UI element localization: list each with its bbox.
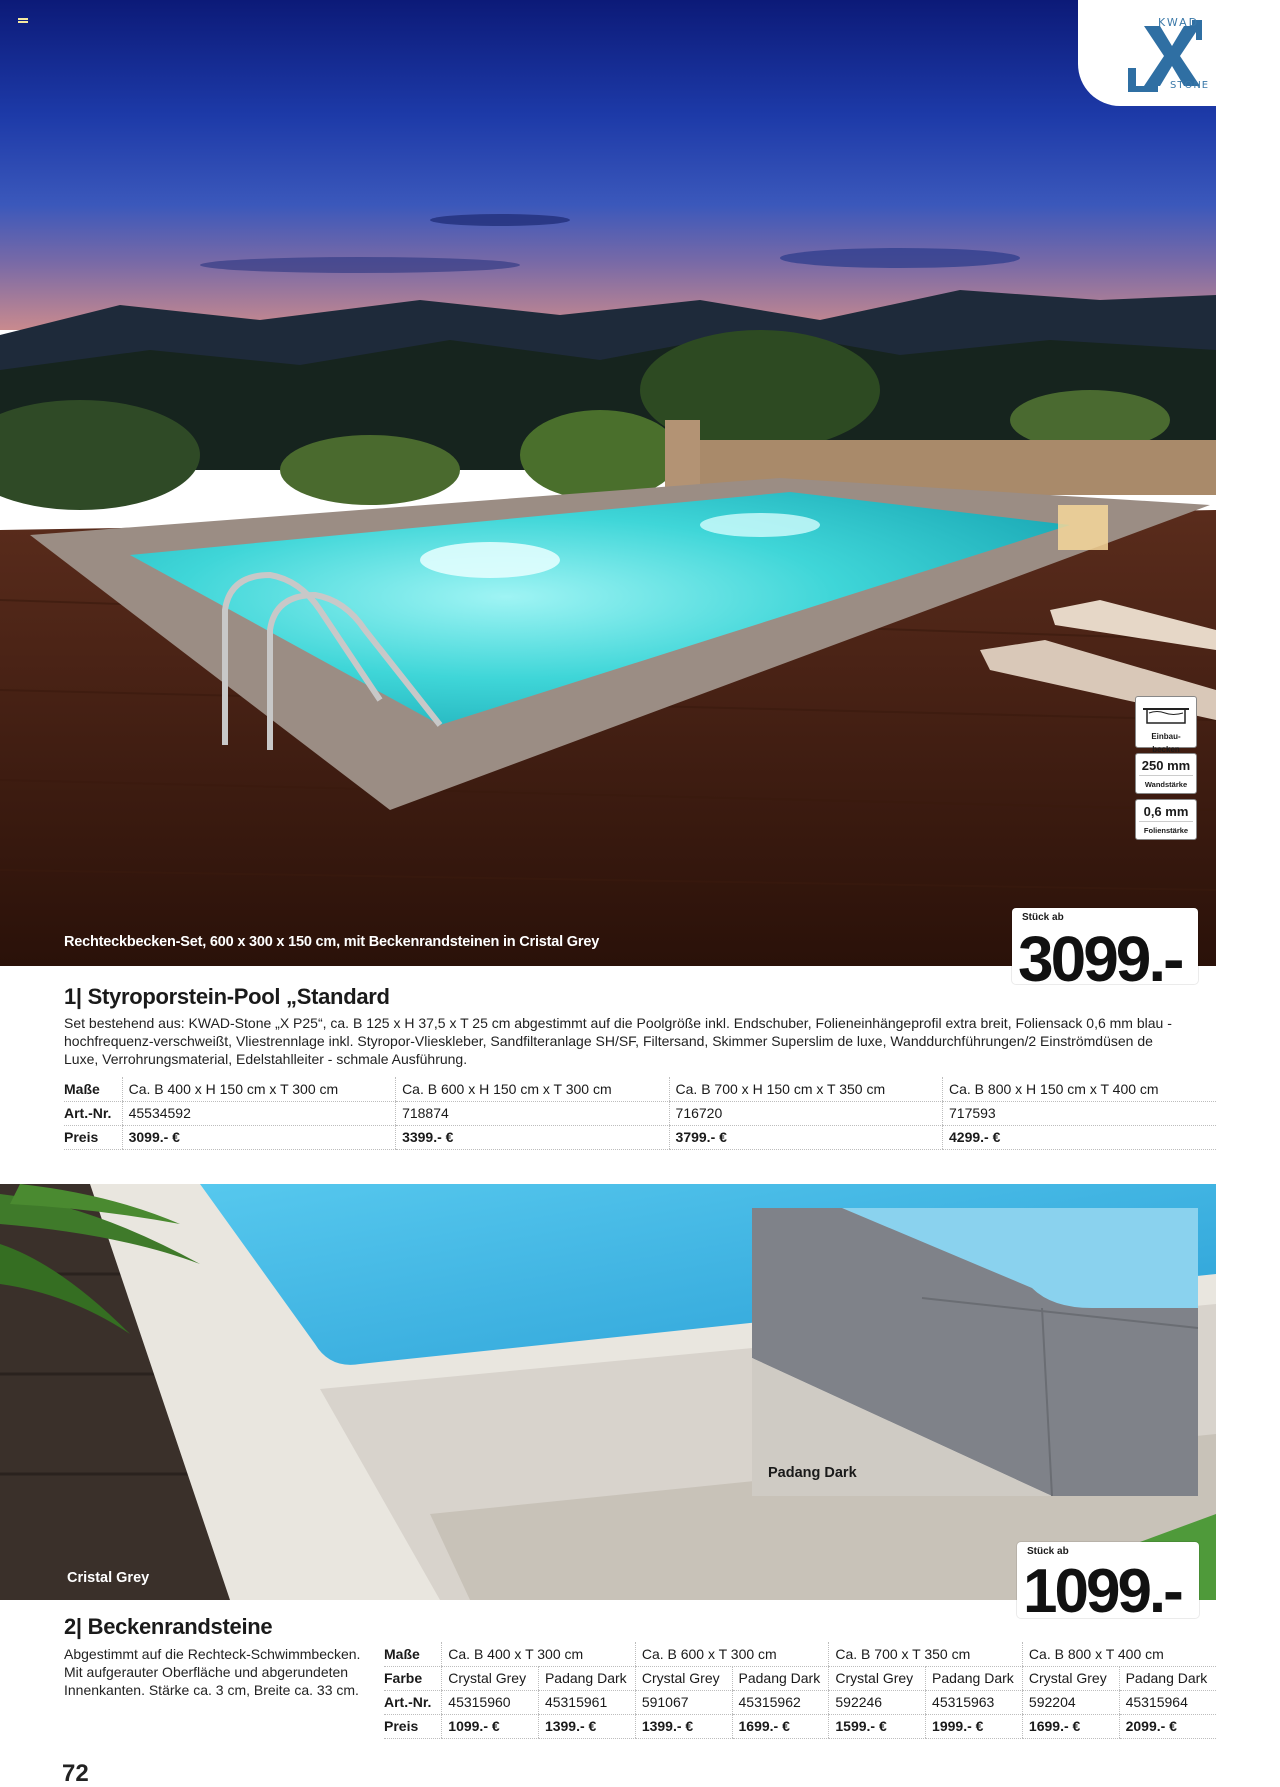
table-cell: Ca. B 400 x H 150 cm x T 300 cm: [122, 1077, 395, 1101]
pool-type-label-1: Einbau-: [1151, 732, 1181, 741]
table-row: [384, 1714, 1216, 1738]
table-cell: 3399.- €: [396, 1125, 669, 1149]
logo-text-bottom: STONE: [1170, 80, 1210, 91]
table-cell: Crystal Grey: [829, 1666, 926, 1690]
pool-type-badge: [1135, 696, 1197, 754]
table-cell: 1599.- €: [829, 1714, 926, 1738]
price-badge-coping: [1017, 1542, 1199, 1626]
table-cell: 592204: [1022, 1690, 1119, 1714]
spec-badges: [1135, 696, 1197, 845]
table-cell: 45315961: [538, 1690, 635, 1714]
hero-caption: Rechteckbecken-Set, 600 x 300 x 150 cm, mit Beckenrandsteinen in Cristal Grey: [64, 934, 600, 950]
table-row: [64, 1125, 1216, 1149]
table-cell: Ca. B 600 x H 150 cm x T 300 cm: [396, 1077, 669, 1101]
table-cell: Ca. B 400 x T 300 cm: [442, 1642, 636, 1666]
section1-title: 1| Styroporstein-Pool „Standard: [64, 984, 390, 1009]
table-cell: Padang Dark: [538, 1666, 635, 1690]
table-cell: 717593: [943, 1101, 1217, 1125]
section2-description: Abgestimmt auf die Rechteck-Schwimmbecken. Mit aufgerauter Oberfläche und abgerundeten Innenkanten. Stärke ca. 3 cm, Breite ca. 33 cm.: [64, 1646, 361, 1698]
wall-thickness-badge: [1135, 753, 1197, 794]
table-cell: Ca. B 700 x T 350 cm: [829, 1642, 1023, 1666]
table-cell: 1699.- €: [732, 1714, 829, 1738]
table-cell: Padang Dark: [732, 1666, 829, 1690]
row-label: Art.-Nr.: [64, 1101, 122, 1125]
table-cell: 45315963: [926, 1690, 1023, 1714]
foil-thickness-value: 0,6 mm: [1143, 804, 1189, 819]
section1-description: Set bestehend aus: KWAD-Stone „X P25“, ca. B 125 x H 37,5 x T 25 cm abgestimmt auf die Poolgröße inkl. Endschuber, Folieneinhängeprofil extra breit, Foliensack 0,6 mm blau - hochfrequenz-verschweißt, Vliestrennlage inkl. Styropor-Vlieskleber, Sandfilteranlage SH/SF, Filtersand, Skimmer Superslim de luxe, Wanddurchführungen/2 Einströmdüsen de Luxe, Verrohrungsmaterial, Edelstahlleiter - schmale Ausführung.: [64, 1015, 1172, 1067]
page-number: 72: [62, 1760, 89, 1787]
table-cell: 1999.- €: [926, 1714, 1023, 1738]
table-cell: 3099.- €: [122, 1125, 395, 1149]
coping-spec-table: [384, 1642, 1216, 1739]
table-cell: Ca. B 700 x H 150 cm x T 350 cm: [669, 1077, 942, 1101]
table-cell: Crystal Grey: [1022, 1666, 1119, 1690]
table-cell: Ca. B 800 x T 400 cm: [1022, 1642, 1216, 1666]
row-label: Maße: [384, 1642, 442, 1666]
table-cell: 45315962: [732, 1690, 829, 1714]
cristal-grey-caption: Cristal Grey: [67, 1570, 150, 1586]
logo-text-top: KWAD: [1158, 16, 1200, 29]
price-badge-pool: [1012, 908, 1198, 995]
table-cell: 45534592: [122, 1101, 395, 1125]
table-cell: Ca. B 800 x H 150 cm x T 400 cm: [943, 1077, 1217, 1101]
padang-dark-inset-photo: [752, 1208, 1198, 1496]
price-value: 1099.-: [1023, 1557, 1181, 1626]
kwad-stone-logo: [1078, 0, 1216, 106]
table-cell: 591067: [635, 1690, 732, 1714]
table-cell: Ca. B 600 x T 300 cm: [635, 1642, 829, 1666]
coping-stones-photo: [0, 1184, 1216, 1600]
wall-thickness-label: Wandstärke: [1139, 775, 1193, 793]
table-cell: 45315960: [442, 1690, 539, 1714]
flag-icon: [18, 18, 28, 26]
pool-spec-table: [64, 1077, 1216, 1150]
table-cell: 1699.- €: [1022, 1714, 1119, 1738]
table-cell: Crystal Grey: [442, 1666, 539, 1690]
table-row: [384, 1666, 1216, 1690]
table-row: [64, 1101, 1216, 1125]
table-cell: 716720: [669, 1101, 942, 1125]
table-cell: 45315964: [1119, 1690, 1216, 1714]
row-label: Maße: [64, 1077, 122, 1101]
row-label: Art.-Nr.: [384, 1690, 442, 1714]
table-cell: Padang Dark: [1119, 1666, 1216, 1690]
table-cell: Padang Dark: [926, 1666, 1023, 1690]
foil-thickness-badge: [1135, 799, 1197, 840]
table-cell: 1399.- €: [538, 1714, 635, 1738]
table-cell: 2099.- €: [1119, 1714, 1216, 1738]
section2-title: 2| Beckenrandsteine: [64, 1614, 273, 1639]
price-value: 3099.-: [1018, 923, 1182, 995]
price-prefix: Stück ab: [1022, 912, 1064, 923]
row-label: Preis: [384, 1714, 442, 1738]
table-cell: 1399.- €: [635, 1714, 732, 1738]
table-cell: 718874: [396, 1101, 669, 1125]
wall-thickness-value: 250 mm: [1141, 758, 1191, 773]
foil-thickness-label: Folienstärke: [1139, 821, 1193, 839]
pool-type-label-2: becken: [1152, 745, 1180, 754]
table-cell: 592246: [829, 1690, 926, 1714]
row-label: Preis: [64, 1125, 122, 1149]
inground-pool-icon: [1136, 697, 1196, 754]
price-prefix: Stück ab: [1027, 1546, 1069, 1557]
table-row: [384, 1642, 1216, 1666]
table-cell: Crystal Grey: [635, 1666, 732, 1690]
padang-dark-caption: Padang Dark: [768, 1465, 857, 1481]
table-row: [64, 1077, 1216, 1101]
table-cell: 4299.- €: [943, 1125, 1217, 1149]
table-cell: 3799.- €: [669, 1125, 942, 1149]
row-label: Farbe: [384, 1666, 442, 1690]
table-cell: 1099.- €: [442, 1714, 539, 1738]
table-row: [384, 1690, 1216, 1714]
